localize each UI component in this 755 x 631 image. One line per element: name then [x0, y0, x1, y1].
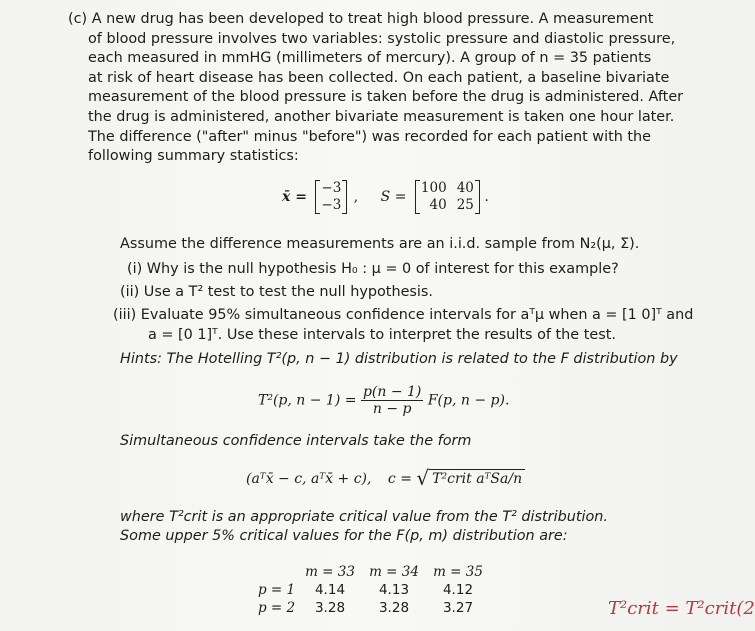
table-cell: 3.28 — [378, 600, 410, 616]
intro-line: (c) A new drug has been developed to treat high blood pressure. A measurement — [68, 11, 654, 27]
table-cell: 3.27 — [442, 600, 474, 616]
table-column-header: m = 33 — [305, 564, 355, 580]
hints: Hints: The Hotelling T²(p, n − 1) distribution is related to the F distribution by — [120, 351, 678, 367]
formula-fraction — [361, 384, 423, 417]
table-row-label: p = 1 — [258, 582, 296, 598]
assumption: Assume the difference measurements are an i.i.d. sample from N₂(μ, Σ). — [120, 236, 640, 252]
table-row-label: p = 2 — [258, 600, 296, 616]
summary-statistics: x̄ = −3 −3 , S = 100 40 40 25 . — [282, 180, 489, 213]
simultaneous-text: Simultaneous confidence intervals take the form — [120, 433, 472, 449]
question-ii: (ii) Use a T² test to test the null hypothesis. — [120, 284, 433, 300]
s-matrix — [415, 180, 480, 214]
formula-lhs: T²(p, n − 1) = — [258, 392, 357, 409]
formula-numerator: p(n − 1) — [362, 384, 422, 400]
intro-line: at risk of heart disease has been collected. On each patient, a baseline bivariate — [88, 69, 670, 86]
table-column-header: m = 35 — [433, 564, 483, 580]
intro-line: each measured in mmHG (millimeters of mercury). A group of n = 35 patients — [88, 50, 652, 67]
handwritten-note: T²crit = T²crit(2 — [608, 598, 755, 619]
intro-line: The difference ("after" minus "before") was recorded for each patient with the — [88, 128, 652, 145]
problem-intro — [68, 10, 684, 167]
xbar-vector — [315, 180, 347, 214]
question-iii-cont: a = [0 1]ᵀ. Use these intervals to interpret the results of the test. — [148, 327, 616, 343]
critical-value-table — [258, 563, 490, 617]
critical-values-text: Some upper 5% critical values for the F(p, m) distribution are: — [120, 528, 568, 544]
ci-formula — [246, 466, 525, 490]
s-entry: 40 — [429, 197, 447, 213]
where-text: where T²crit is an appropriate critical value from the T² distribution. — [120, 509, 608, 525]
intro-line: measurement of the blood pressure is taken before the drug is administered. After — [88, 89, 684, 106]
question-iii: (iii) Evaluate 95% simultaneous confidence intervals for aᵀμ when a = [1 0]ᵀ and — [113, 307, 694, 323]
sqrt-sign: √ — [416, 466, 430, 490]
s-label: S = — [380, 189, 407, 205]
intro-line: the drug is administered, another bivariate measurement is taken one hour later. — [88, 108, 675, 125]
xbar-entry: −3 — [321, 180, 342, 196]
intro-line: of blood pressure involves two variables: systolic pressure and diastolic pressure, — [88, 30, 676, 47]
c-sqrt: T²crit aᵀSa/n — [429, 469, 525, 487]
table-header-row — [258, 563, 490, 581]
table-cell: 3.28 — [314, 600, 346, 616]
table-row — [258, 599, 490, 617]
table-cell: 4.13 — [378, 582, 410, 598]
table-column-header: m = 34 — [369, 564, 419, 580]
intro-line: following summary statistics: — [88, 148, 299, 165]
table-cell: 4.12 — [442, 582, 474, 598]
formula-rhs: F(p, n − p). — [427, 392, 510, 409]
s-entry: 40 — [456, 180, 474, 196]
c-label: c = — [387, 471, 412, 487]
formula-denominator: n − p — [372, 401, 412, 417]
hotelling-formula — [258, 384, 509, 417]
s-entry: 25 — [456, 197, 474, 213]
s-entry: 100 — [420, 180, 447, 196]
question-i: (i) Why is the null hypothesis H₀ : μ = 0 of interest for this example? — [127, 261, 619, 277]
xbar-entry: −3 — [321, 197, 342, 213]
table-row — [258, 581, 490, 599]
ci-interval: (aᵀx̄ − c, aᵀx̄ + c), — [246, 471, 372, 487]
table-cell: 4.14 — [314, 582, 346, 598]
xbar-label: x̄ = — [282, 189, 307, 205]
